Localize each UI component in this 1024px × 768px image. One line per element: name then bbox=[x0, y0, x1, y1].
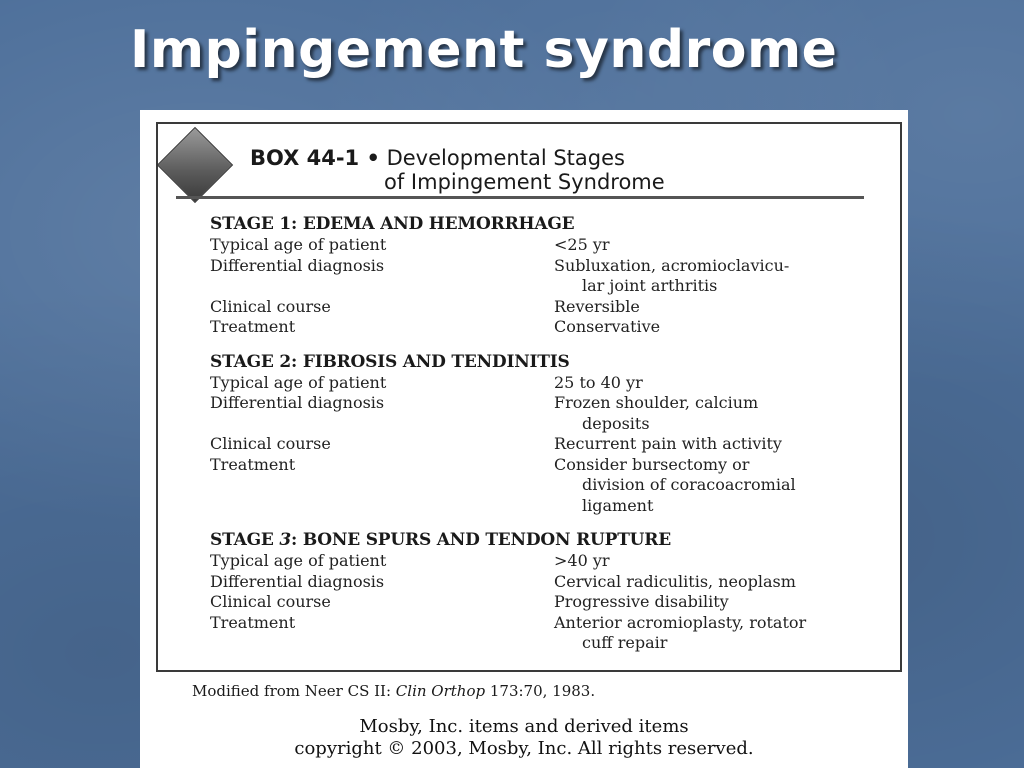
stage-1 bbox=[210, 214, 890, 338]
age-value: >40 yr bbox=[554, 551, 610, 570]
diamond-icon bbox=[157, 127, 233, 203]
diff-row-cont bbox=[210, 414, 890, 435]
diff-value-cont: deposits bbox=[582, 413, 650, 433]
course-label: Clinical course bbox=[210, 434, 331, 453]
age-row bbox=[210, 373, 890, 394]
age-label: Typical age of patient bbox=[210, 551, 387, 570]
box-figure bbox=[140, 110, 908, 768]
diff-value: Subluxation, acromioclavicu- bbox=[554, 255, 790, 275]
diff-label: Differential diagnosis bbox=[210, 393, 385, 412]
treatment-label: Treatment bbox=[210, 612, 296, 632]
treatment-value: Consider bursectomy or bbox=[554, 454, 750, 474]
stage-title-prefix: STAGE bbox=[210, 214, 280, 234]
stage-number: 3 bbox=[279, 530, 292, 550]
course-value: Progressive disability bbox=[554, 592, 729, 611]
diff-value-cont: lar joint arthritis bbox=[582, 276, 718, 295]
treatment-value-cont: division of coracoacromial bbox=[582, 475, 796, 494]
box-heading-line2: of Impingement Syndrome bbox=[384, 170, 665, 194]
stage-title bbox=[210, 352, 890, 373]
age-value: 25 to 40 yr bbox=[554, 372, 643, 392]
source-journal: Clin Orthop bbox=[395, 682, 486, 700]
stage-title-suffix: : FIBROSIS AND TENDINITIS bbox=[291, 351, 570, 372]
diff-row bbox=[210, 572, 890, 593]
age-value: <25 yr bbox=[554, 235, 610, 254]
treatment-row bbox=[210, 455, 890, 476]
treatment-label: Treatment bbox=[210, 317, 296, 336]
stage-3 bbox=[210, 530, 890, 654]
diff-row-cont bbox=[210, 276, 890, 297]
box-heading-line1: Developmental Stages bbox=[386, 146, 625, 170]
source-citation bbox=[192, 682, 595, 700]
course-row bbox=[210, 297, 890, 318]
stage-title-prefix: STAGE bbox=[210, 351, 280, 372]
treatment-value-cont: ligament bbox=[582, 495, 654, 515]
slide-title: Impingement syndrome bbox=[130, 20, 838, 80]
age-row bbox=[210, 551, 890, 572]
course-row bbox=[210, 434, 890, 455]
stage-title-suffix: : EDEMA AND HEMORRHAGE bbox=[291, 214, 575, 234]
course-label: Clinical course bbox=[210, 592, 331, 611]
treatment-value: Anterior acromioplasty, rotator bbox=[554, 612, 807, 632]
stage-title-prefix: STAGE bbox=[210, 530, 280, 550]
treatment-row-cont bbox=[210, 475, 890, 496]
stage-title-suffix: : BONE SPURS AND TENDON RUPTURE bbox=[291, 530, 671, 550]
course-value: Recurrent pain with activity bbox=[554, 434, 782, 453]
diff-row bbox=[210, 393, 890, 414]
copyright-line2: copyright © 2003, Mosby, Inc. All rights reserved. bbox=[294, 738, 754, 759]
copyright-notice bbox=[140, 716, 908, 760]
box-tag: BOX 44-1 • bbox=[250, 146, 380, 170]
treatment-value-cont: cuff repair bbox=[582, 633, 668, 652]
source-prefix: Modified from Neer CS II: bbox=[192, 682, 396, 700]
heading-divider bbox=[176, 196, 864, 199]
diff-value: Frozen shoulder, calcium bbox=[554, 393, 759, 412]
diff-row bbox=[210, 256, 890, 277]
source-suffix: 173:70, 1983. bbox=[485, 682, 596, 700]
diff-label: Differential diagnosis bbox=[210, 571, 385, 591]
copyright-line1: Mosby, Inc. items and derived items bbox=[359, 716, 689, 737]
stage-title bbox=[210, 530, 890, 551]
stage-number: 2 bbox=[279, 351, 292, 372]
age-row bbox=[210, 235, 890, 256]
treatment-row-cont bbox=[210, 633, 890, 654]
course-row bbox=[210, 592, 890, 613]
stage-2 bbox=[210, 352, 890, 517]
treatment-value: Conservative bbox=[554, 317, 661, 336]
box-heading bbox=[250, 146, 665, 194]
age-label: Typical age of patient bbox=[210, 235, 387, 254]
age-label: Typical age of patient bbox=[210, 372, 387, 392]
treatment-row bbox=[210, 613, 890, 634]
treatment-row bbox=[210, 317, 890, 338]
stage-number: 1 bbox=[279, 214, 292, 234]
stage-title bbox=[210, 214, 890, 235]
course-value: Reversible bbox=[554, 296, 640, 316]
course-label: Clinical course bbox=[210, 296, 331, 316]
treatment-label: Treatment bbox=[210, 454, 296, 474]
stages-list bbox=[210, 214, 890, 668]
diff-value: Cervical radiculitis, neoplasm bbox=[554, 571, 796, 591]
treatment-row-cont bbox=[210, 496, 890, 517]
box-frame bbox=[156, 122, 902, 672]
diff-label: Differential diagnosis bbox=[210, 255, 385, 275]
